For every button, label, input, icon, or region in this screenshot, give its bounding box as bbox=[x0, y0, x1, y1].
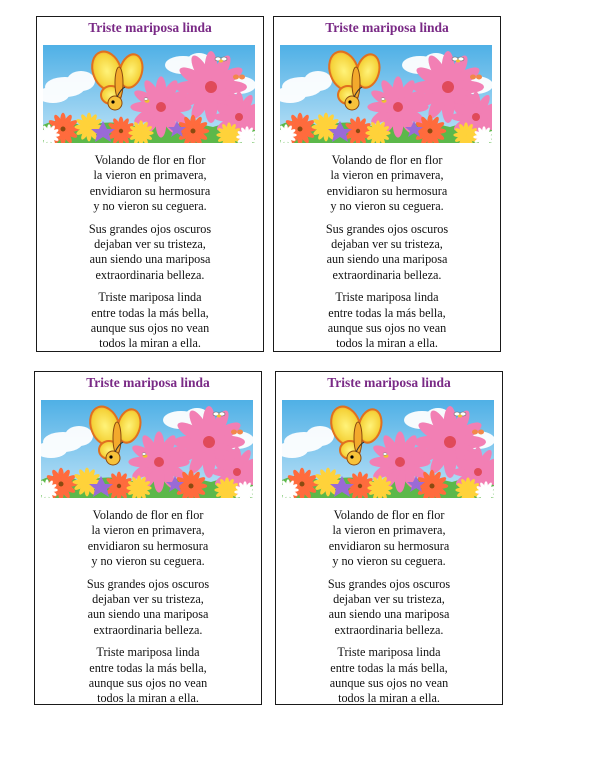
verse: aunque sus ojos no vean bbox=[88, 676, 208, 691]
poem-card-4 bbox=[275, 371, 503, 705]
verse: aun siendo una mariposa bbox=[87, 607, 209, 622]
verse: todos la miran a ella. bbox=[338, 691, 440, 706]
verse: aunque sus ojos no vean bbox=[90, 321, 210, 336]
poem bbox=[274, 153, 500, 359]
verse: Triste mariposa linda bbox=[335, 290, 439, 305]
verse: Sus grandes ojos oscuros bbox=[325, 221, 449, 236]
verse: entre todas la más bella, bbox=[91, 305, 209, 320]
verse: extraordinaria belleza. bbox=[93, 622, 203, 637]
verse: y no vieron su ceguera. bbox=[330, 199, 444, 214]
verse: Volando de flor en flor bbox=[92, 508, 204, 522]
verse: entre todas la más bella, bbox=[330, 660, 448, 675]
verse: y no vieron su ceguera. bbox=[93, 199, 207, 214]
verse: aunque sus ojos no vean bbox=[329, 676, 449, 691]
verse: la vieron en primavera, bbox=[330, 168, 444, 183]
verse: Volando de flor en flor bbox=[94, 153, 206, 167]
verse: envidiaron su hermosura bbox=[326, 183, 448, 198]
stanza-3 bbox=[35, 645, 261, 707]
poem-card-2 bbox=[273, 16, 501, 352]
stanza-2 bbox=[276, 577, 502, 639]
verse: Triste mariposa linda bbox=[96, 645, 200, 660]
verse: dejaban ver su tristeza, bbox=[333, 592, 445, 607]
verse: Volando de flor en flor bbox=[333, 508, 445, 522]
poem-card-1 bbox=[36, 16, 264, 352]
verse: todos la miran a ella. bbox=[99, 336, 201, 351]
verse: dejaban ver su tristeza, bbox=[94, 237, 206, 252]
verse: envidiaron su hermosura bbox=[328, 538, 450, 553]
verse: envidiaron su hermosura bbox=[89, 183, 211, 198]
verse: todos la miran a ella. bbox=[97, 691, 199, 706]
verse: dejaban ver su tristeza, bbox=[92, 592, 204, 607]
stanza-3 bbox=[37, 290, 263, 352]
verse: entre todas la más bella, bbox=[328, 305, 446, 320]
butterfly-flowers-illustration bbox=[280, 45, 492, 143]
verse: la vieron en primavera, bbox=[91, 523, 205, 538]
verse: Volando de flor en flor bbox=[331, 153, 443, 167]
verse: extraordinaria belleza. bbox=[334, 622, 444, 637]
verse: la vieron en primavera, bbox=[332, 523, 446, 538]
verse: aun siendo una mariposa bbox=[89, 252, 211, 267]
verse: aunque sus ojos no vean bbox=[327, 321, 447, 336]
card-title: Triste mariposa linda bbox=[325, 20, 449, 35]
butterfly-flowers-illustration bbox=[282, 400, 494, 498]
verse: envidiaron su hermosura bbox=[87, 538, 209, 553]
verse: dejaban ver su tristeza, bbox=[331, 237, 443, 252]
card-title: Triste mariposa linda bbox=[86, 375, 210, 390]
stanza-1 bbox=[35, 508, 261, 570]
verse: aun siendo una mariposa bbox=[326, 252, 448, 267]
stanza-1 bbox=[37, 153, 263, 215]
stanza-1 bbox=[274, 153, 500, 215]
stanza-2 bbox=[37, 222, 263, 284]
verse: y no vieron su ceguera. bbox=[91, 554, 205, 569]
stanza-2 bbox=[35, 577, 261, 639]
verse: la vieron en primavera, bbox=[93, 168, 207, 183]
butterfly-flowers-image bbox=[43, 45, 255, 143]
verse: y no vieron su ceguera. bbox=[332, 554, 446, 569]
verse: Sus grandes ojos oscuros bbox=[86, 576, 210, 591]
butterfly-flowers-illustration bbox=[43, 45, 255, 143]
stanza-3 bbox=[276, 645, 502, 707]
butterfly-flowers-illustration bbox=[41, 400, 253, 498]
poem-card-3 bbox=[34, 371, 262, 705]
stanza-3 bbox=[274, 290, 500, 352]
verse: extraordinaria belleza. bbox=[95, 267, 205, 282]
verse: Triste mariposa linda bbox=[98, 290, 202, 305]
stanza-2 bbox=[274, 222, 500, 284]
poem bbox=[35, 508, 261, 714]
verse: Sus grandes ojos oscuros bbox=[327, 576, 451, 591]
verse: extraordinaria belleza. bbox=[332, 267, 442, 282]
butterfly-flowers-image bbox=[41, 400, 253, 498]
card-title: Triste mariposa linda bbox=[88, 20, 212, 35]
poem bbox=[37, 153, 263, 359]
verse: Sus grandes ojos oscuros bbox=[88, 221, 212, 236]
verse: todos la miran a ella. bbox=[336, 336, 438, 351]
card-title: Triste mariposa linda bbox=[327, 375, 451, 390]
poem bbox=[276, 508, 502, 714]
verse: entre todas la más bella, bbox=[89, 660, 207, 675]
stanza-1 bbox=[276, 508, 502, 570]
butterfly-flowers-image bbox=[282, 400, 494, 498]
butterfly-flowers-image bbox=[280, 45, 492, 143]
verse: aun siendo una mariposa bbox=[328, 607, 450, 622]
verse: Triste mariposa linda bbox=[337, 645, 441, 660]
